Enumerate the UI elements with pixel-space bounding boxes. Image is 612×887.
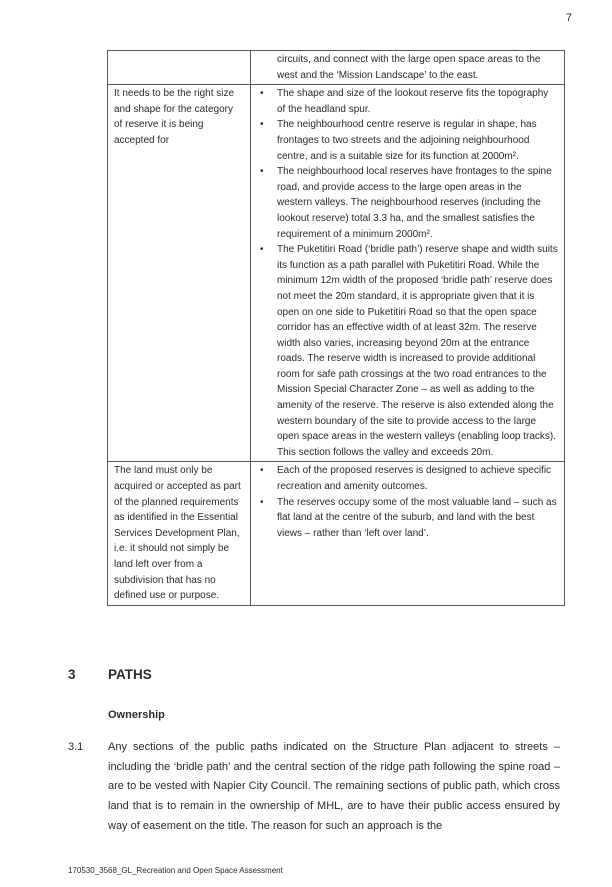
bullet-list: [257, 52, 558, 83]
bullet-item: • Each of the proposed reserves is designed to achieve specific recreation and amenity outcomes.: [257, 463, 558, 494]
table-row: [108, 462, 565, 605]
bullet-list: [257, 86, 558, 460]
page-number: 7: [565, 12, 572, 24]
criterion-cell: [108, 51, 251, 85]
section-number: 3: [68, 667, 76, 682]
section-heading: [68, 667, 152, 682]
numbered-paragraph: [68, 738, 560, 837]
bullet-list: [257, 463, 558, 541]
subheading: Ownership: [108, 709, 165, 721]
bullet-item: • The shape and size of the lookout reserve fits the topography of the headland spur.: [257, 86, 558, 117]
assessment-cell: [251, 85, 565, 462]
table-row: [108, 51, 565, 85]
criterion-cell: The land must only be acquired or accepted as part of the planned requirements as identified in the Essential Services Development Plan, i.e. it should not simply be land left over from a subdivision that has no defined use or purpose.: [108, 462, 251, 605]
criteria-table: [107, 50, 565, 606]
criterion-cell: It needs to be the right size and shape for the category of reserve it is being accepted for: [108, 85, 251, 462]
assessment-cell: [251, 462, 565, 605]
bullet-item: • The reserves occupy some of the most valuable land – such as flat land at the centre of the suburb, and land with the best views – rather than ‘left over land’.: [257, 495, 558, 542]
assessment-cell: [251, 51, 565, 85]
bullet-item: circuits, and connect with the large open space areas to the west and the ‘Mission Landscape’ to the east.: [277, 54, 541, 81]
bullet-item: • The neighbourhood local reserves have frontages to the spine road, and provide access to the large open areas in the western valleys. The neighbourhood reserves (including the lookout reserve) total 3.3 ha, and the smallest satisfies the requirement of a minimum 2000m².: [257, 164, 558, 242]
paragraph-number: 3.1: [68, 741, 84, 753]
table-row: [108, 85, 565, 462]
bullet-item: • The Puketitiri Road (‘bridle path’) reserve shape and width suits its function as a path parallel with Puketitiri Road. While the minimum 12m width of the proposed ‘bridle path’ reserve does not meet the 20m standard, it is appropriate given that it is open on one side to Puketitiri Road so that the open space corridor has an effective width of at least 32m. The reserve width also varies, increasing beyond 20m at the entrance roads. The reserve width is increased to provide additional room for safe path crossings at the two road entrances to the Mission Special Character Zone – as well as adding to the amenity of the reserve. The reserve is also extended along the western boundary of the site to provide access to the large open space areas in the western valleys (enabling loop tracks). This section follows the valley and exceeds 20m.: [257, 242, 558, 460]
bullet-item: • The neighbourhood centre reserve is regular in shape, has frontages to two streets and the adjoining neighbourhood centre, and is a suitable size for its function at 2000m².: [257, 117, 558, 164]
paragraph-text: Any sections of the public paths indicated on the Structure Plan adjacent to streets – including the ‘bridle path’ and the central section of the ridge path following the spine road – are to be vested with Napier City Council. The remaining sections of public path, which cross land that is to remain in the ownership of MHL, are to have their public access ensured by way of easement on the title. The reason for such an approach is the: [108, 741, 560, 832]
footer-text: 170530_3568_GL_Recreation and Open Space Assessment: [68, 866, 283, 875]
section-title: PATHS: [108, 667, 152, 682]
